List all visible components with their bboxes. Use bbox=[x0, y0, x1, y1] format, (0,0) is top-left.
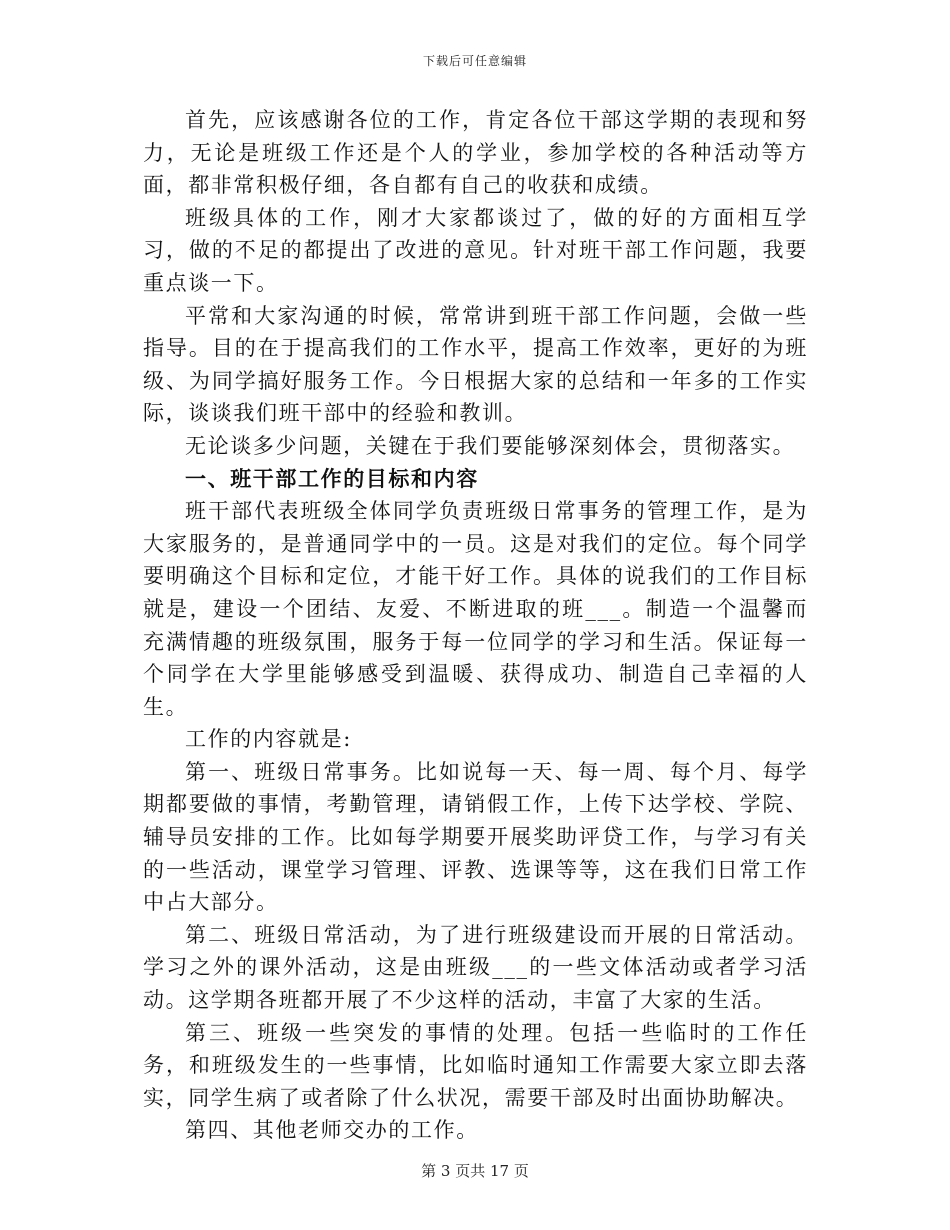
section-heading-goals: 一、班干部工作的目标和内容 bbox=[185, 466, 479, 491]
paragraph-item-one: 第一、班级日常事务。比如说每一天、每一周、每个月、每学期都要做的事情，考勤管理，请销假工作，上传下达学校、学院、辅导员安排的工作。比如每学期要开展奖助评贷工作，与学习有关的一些活动，课堂学习管理、评教、选课等等，这在我们日常工作中占大部分。 bbox=[143, 759, 808, 915]
paragraph-goals: 班干部代表班级全体同学负责班级日常事务的管理工作，是为大家服务的，是普通同学中的一员。这是对我们的定位。每个同学要明确这个目标和定位，才能干好工作。具体的说我们的工作目标就是，建设一个团结、友爱、不断进取的班___。制造一个温馨而充满情趣的班级氛围，服务于每一位同学的学习和生活。保证每一个同学在大学里能够感受到温暖、获得成功、制造自己幸福的人生。 bbox=[143, 499, 808, 719]
paragraph-item-three: 第三、班级一些突发的事情的处理。包括一些临时的工作任务，和班级发生的一些事情，比如临时通知工作需要大家立即去落实，同学生病了或者除了什么状况，需要干部及时出面协助解决。 bbox=[143, 1020, 808, 1110]
page-header: 下载后可任意编辑 bbox=[422, 54, 527, 68]
document-body bbox=[143, 104, 808, 1147]
paragraph-class-work: 班级具体的工作，刚才大家都谈过了，做的好的方面相互学习，做的不足的都提出了改进的意见。针对班干部工作问题，我要重点谈一下。 bbox=[143, 205, 808, 295]
paragraph-thanks: 首先，应该感谢各位的工作，肯定各位干部这学期的表现和努力，无论是班级工作还是个人的学业，参加学校的各种活动等方面，都非常积极仔细，各自都有自己的收获和成绩。 bbox=[143, 108, 808, 198]
paragraph-content-intro: 工作的内容就是: bbox=[185, 727, 352, 752]
page-number: 第 3 页共 17 页 bbox=[421, 1162, 529, 1180]
paragraph-item-four: 第四、其他老师交办的工作。 bbox=[185, 1118, 479, 1143]
paragraph-communication: 平常和大家沟通的时候，常常讲到班干部工作问题，会做一些指导。目的在于提高我们的工作水平，提高工作效率，更好的为班级、为同学搞好服务工作。今日根据大家的总结和一年多的工作实际，谈谈我们班干部中的经验和教训。 bbox=[143, 303, 808, 426]
paragraph-item-two: 第二、班级日常活动，为了进行班级建设而开展的日常活动。学习之外的课外活动，这是由班级___的一些文体活动或者学习活动。这学期各班都开展了不少这样的活动，丰富了大家的生活。 bbox=[143, 922, 808, 1013]
paragraph-key-point: 无论谈多少问题，关键在于我们要能够深刻体会，贯彻落实。 bbox=[185, 433, 796, 458]
